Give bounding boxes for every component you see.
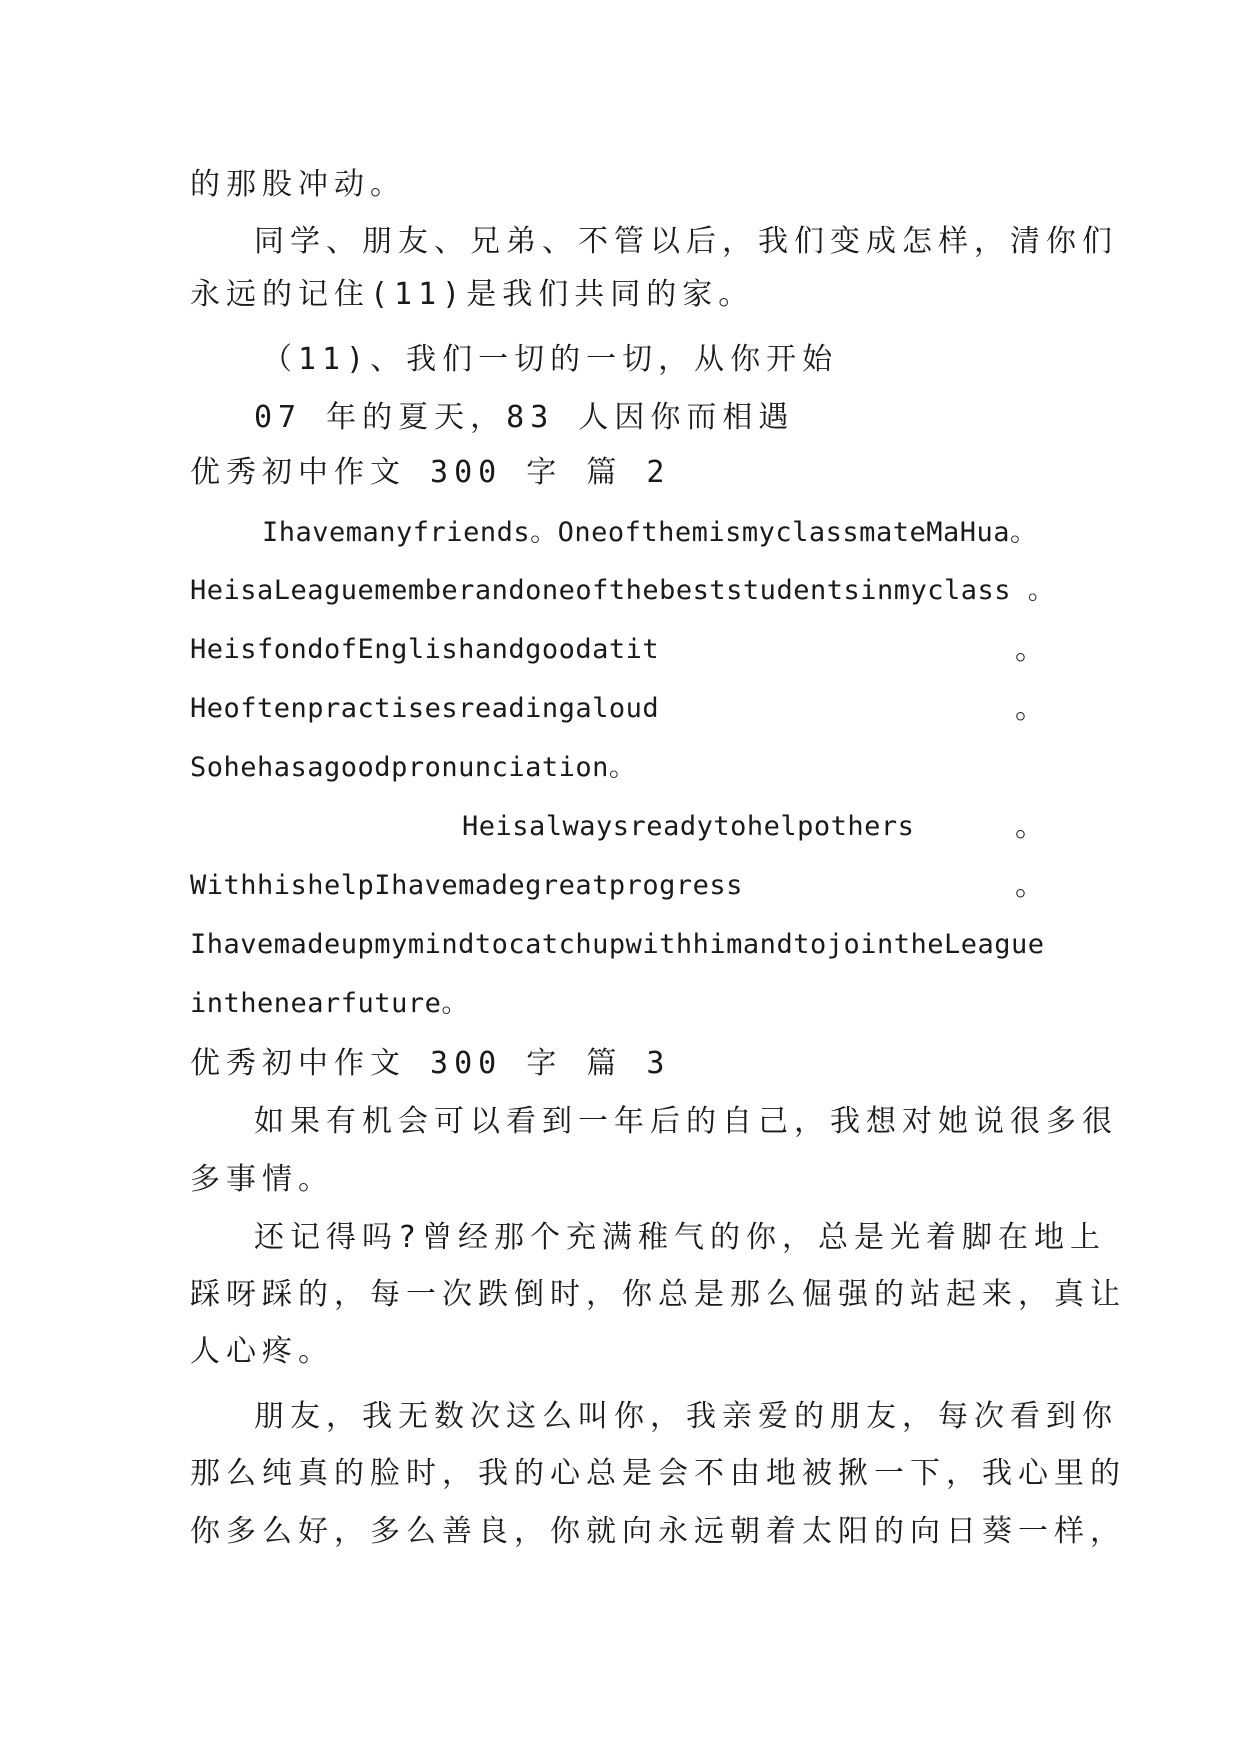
text-line: 同学、朋友、兄弟、不管以后，我们变成怎样，清你们 [254,224,1118,259]
text-line: 07 年的夏天，83 人因你而相遇 [254,400,795,435]
text-line: inthenearfuture。 [190,988,469,1019]
section-heading: 优秀初中作文 300 字 篇 2 [190,455,671,490]
text-line: 踩呀踩的，每一次跌倒时，你总是那么倔强的站起来，真让 [190,1277,1126,1312]
text-line: 如果有机会可以看到一年后的自己，我想对她说很多很 [254,1104,1118,1139]
text-line: 。 [1015,691,1045,726]
text-line: 多事情。 [190,1162,334,1197]
text-line: （11)、我们一切的一切，从你开始 [262,342,839,377]
text-line: Heisalwaysreadytohelpothers [462,811,915,842]
text-line: 永远的记住(11)是我们共同的家。 [190,277,755,312]
section-heading: 优秀初中作文 300 字 篇 3 [190,1046,671,1081]
text-line: 。 [1015,868,1045,903]
text-line: 。 [1015,632,1045,667]
text-line: 。 [1015,809,1045,844]
text-line: Ihavemanyfriends。OneofthemismyclassmateMaHua。 [262,517,1038,548]
text-line: IhavemadeupmymindtocatchupwithhimandtojointheLeague [190,929,1045,960]
text-line: 的那股冲动。 [190,167,406,202]
text-line: 朋友，我无数次这么叫你，我亲爱的朋友，每次看到你 [254,1399,1118,1434]
text-line: 还记得吗?曾经那个充满稚气的你，总是光着脚在地上 [254,1220,1107,1255]
text-line: HeisaLeaguememberandoneofthebeststudentsinmyclass 。 [190,575,1056,606]
text-line: 人心疼。 [190,1334,334,1369]
text-line: 那么纯真的脸时，我的心总是会不由地被揪一下，我心里的 [190,1456,1126,1491]
text-line: 你多么好，多么善良，你就向永远朝着太阳的向日葵一样， [190,1514,1126,1549]
text-line: Sohehasagoodpronunciation。 [190,752,637,783]
text-line: Heoftenpractisesreadingaloud [190,693,660,724]
text-line: HeisfondofEnglishandgoodatit [190,634,660,665]
text-line: WithhishelpIhavemadegreatprogress [190,870,743,901]
